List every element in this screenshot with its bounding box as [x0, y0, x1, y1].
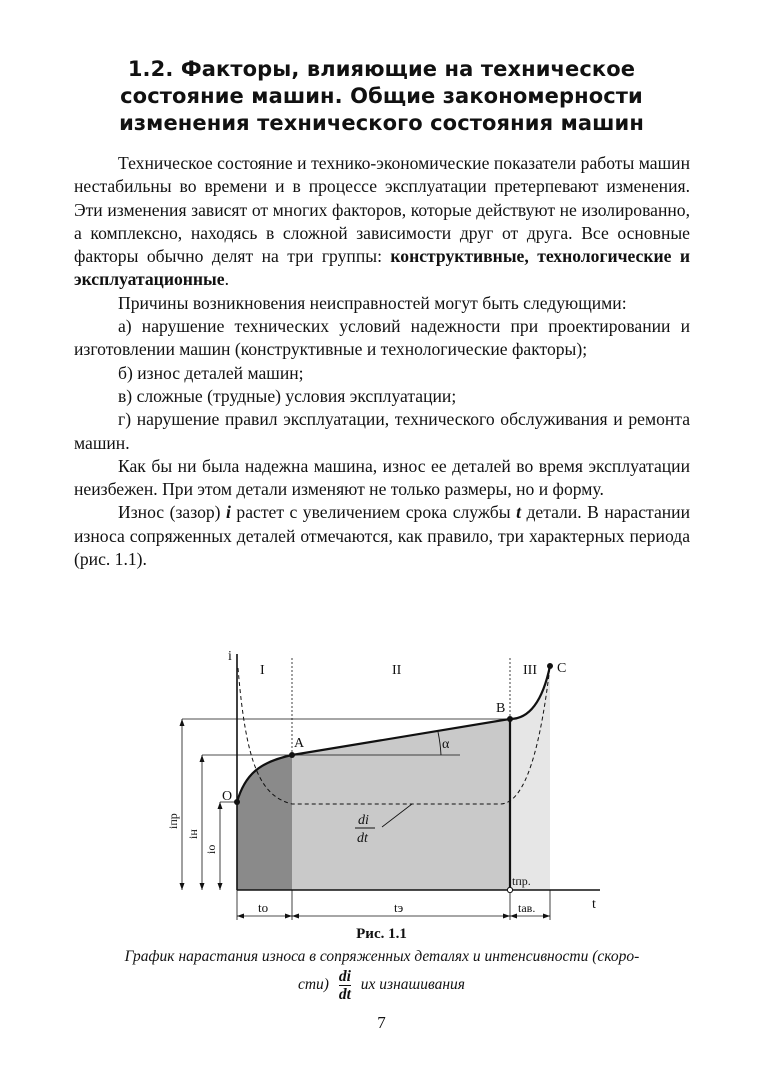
- point-a-marker: [289, 752, 295, 758]
- rate-numerator: di: [358, 813, 369, 828]
- ipr-label: iпр: [166, 813, 180, 829]
- point-c-label: C: [557, 661, 567, 676]
- caption-fraction: $\frac{di}{dt}$: [338, 968, 351, 1003]
- page-number: 7: [377, 1013, 386, 1032]
- symbol-t: t: [516, 502, 521, 523]
- heading-line-1: 1.2. Факторы, влияющие на техническое: [127, 57, 636, 81]
- paragraph-periods: Износ (зазор) i растет с увеличением срока службы t детали. В нарастании износа сопряженных деталей отмечаются, как правило, три характерных периода (рис. 1.1).: [74, 502, 690, 570]
- period-1-label: I: [260, 663, 265, 678]
- factor-groups-bold: конструктивные, технологические и эксплуатационные: [74, 246, 690, 290]
- axis-i-label: i: [228, 649, 232, 664]
- tav-label: tав.: [518, 901, 536, 915]
- io-arrow-bottom: [218, 883, 223, 890]
- body-text: [74, 152, 690, 571]
- arrow-tav-right: [543, 914, 550, 919]
- list-item-b: б) износ деталей машин;: [118, 362, 304, 383]
- to-label: tо: [258, 900, 269, 915]
- heading-line-2: состояние машин. Общие закономерности: [120, 84, 643, 108]
- io-label: iо: [204, 844, 218, 854]
- point-a-label: A: [294, 736, 305, 751]
- point-o-marker: [234, 799, 240, 805]
- point-b-marker: [507, 716, 513, 722]
- period-3-label: III: [523, 663, 537, 678]
- arrow-tav-left: [510, 914, 517, 919]
- list-item-v: в) сложные (трудные) условия эксплуатации;: [118, 385, 457, 406]
- heading-line-3: изменения технического состояния машин: [119, 111, 644, 135]
- arrow-te-left: [292, 914, 299, 919]
- figure-caption-line-1: График нарастания износа в сопряженных деталях и интенсивности (скоро-: [124, 948, 640, 965]
- axis-t-label: t: [592, 897, 596, 912]
- tpr-label: tпр.: [512, 874, 531, 888]
- list-item-a: а) нарушение технических условий надежности при проектировании и изготовлении машин (конструктивные и технологические факторы);: [74, 316, 690, 360]
- period-3-area: [510, 666, 550, 890]
- point-c-marker: [547, 663, 553, 669]
- paragraph-factors: Техническое состояние и технико-экономические показатели работы машин нестабильны во времени и в процессе эксплуатации претерпевают изменения. Эти изменения зависят от многих факторов, которые действуют не изолированно, а комплексно, находясь в сложной зависимости друг от друга. Все основные факторы обычно делят на три группы: конструктивные, технологические и эксплуатационные.: [74, 153, 690, 290]
- in-arrow-bottom: [200, 883, 205, 890]
- figure-caption-line-2: сти) $\frac{di}{dt}$ их изнашивания: [297, 968, 466, 1003]
- section-heading: [60, 56, 703, 137]
- angle-label: α: [442, 737, 450, 752]
- wear-diagram: [150, 644, 610, 924]
- wear-diagram-svg: [150, 644, 610, 924]
- paragraph-causes: Причины возникновения неисправностей могут быть следующими:: [118, 292, 627, 313]
- list-item-g: г) нарушение правил эксплуатации, технического обслуживания и ремонта машин.: [74, 409, 690, 453]
- figure-label: Рис. 1.1: [356, 926, 407, 942]
- point-tpr-marker: [507, 887, 512, 892]
- in-label: iн: [186, 829, 200, 839]
- ipr-arrow-top: [180, 719, 185, 726]
- point-b-label: B: [496, 701, 506, 716]
- point-o-label: O: [222, 789, 233, 804]
- rate-denominator: dt: [357, 831, 368, 846]
- ipr-arrow-bottom: [180, 883, 185, 890]
- arrow-to-left: [237, 914, 244, 919]
- period-2-area: [292, 719, 510, 890]
- te-label: tэ: [394, 900, 404, 915]
- in-arrow-top: [200, 755, 205, 762]
- arrow-to-right: [285, 914, 292, 919]
- period-2-label: II: [392, 663, 402, 678]
- period-1-area: [237, 755, 292, 890]
- symbol-i: i: [226, 502, 231, 523]
- arrow-te-right: [503, 914, 510, 919]
- paragraph-wear: Как бы ни была надежна машина, износ ее деталей во время эксплуатации неизбежен. При этом детали изменяют не только размеры, но и форму.: [74, 455, 690, 500]
